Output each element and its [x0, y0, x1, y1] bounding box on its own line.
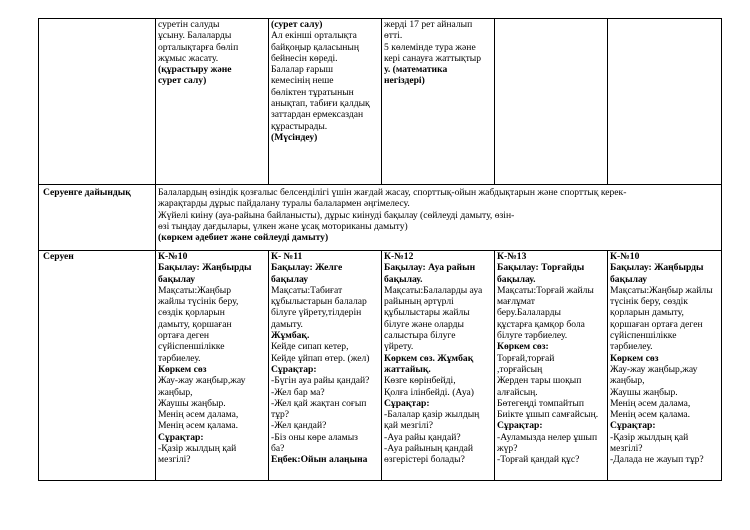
walk-cell-5: [608, 251, 722, 481]
cell-line: орталықтарға бөліп: [158, 41, 239, 53]
cell-line: -Торғай қандай құс?: [497, 454, 580, 466]
cell-line: байқоңыр қаласының: [271, 41, 359, 53]
cell-line: Жаушы жаңбыр.: [610, 386, 678, 398]
cell-line: тұр?: [271, 409, 290, 421]
cell-line: беру.Балаларды: [497, 307, 561, 319]
cell-line: үйрету.: [384, 341, 414, 353]
cell-line: жаңбыр,: [158, 386, 193, 398]
cell-line: Мақсаты:Торғай жайлы: [497, 284, 594, 296]
cell-line: (құрастыру және: [158, 64, 232, 76]
cell-line: бақылау.: [384, 273, 423, 285]
cell-line: Бақылау: Торғайды: [497, 262, 585, 274]
cell-line: суретін салуды: [158, 19, 220, 30]
cell-line: -Балалар қазір жылдың: [384, 409, 480, 421]
cell-line: Көзге көрінбейді,: [384, 375, 456, 387]
cell-line: сүйіспеншілікке: [610, 330, 677, 342]
walk-cell-2: [269, 251, 382, 481]
cell-line: жерді 17 рет айналып: [384, 19, 473, 30]
cell-line: Көркем сөз: [610, 352, 659, 364]
cell-line: жүр?: [497, 443, 518, 455]
cell-line: құстарға қамқор бола: [497, 318, 585, 330]
cell-line: сөздік қорларын: [158, 307, 225, 319]
cell-line: түсінік беру, сөздік: [610, 296, 688, 308]
cell-line: Сұрақтар:: [271, 363, 317, 375]
cell-line: (Мүсіндеу): [271, 131, 318, 143]
cell-line: бақылау: [271, 273, 309, 285]
cell-line: тәрбиелеу.: [610, 341, 653, 353]
cell-line: Сұрақтар:: [610, 420, 656, 432]
cell-line: қоршаған ортаға деген: [610, 318, 703, 330]
cell-line: -Бүгін ауа райы қандай?: [271, 375, 370, 387]
cell-line: өтті.: [384, 30, 403, 42]
cell-line: ұсыну. Балаларды: [158, 30, 232, 42]
top-cell-3: [382, 19, 495, 185]
cell-line: ортаға деген: [158, 330, 209, 342]
cell-line: Сұрақтар:: [158, 431, 204, 443]
cell-line: Сұрақтар:: [497, 420, 543, 432]
cell-line: алғайсың.: [497, 386, 538, 398]
prep-row: [39, 185, 722, 251]
cell-line: -Ауа райының қандай: [384, 443, 474, 455]
cell-line: К-№10: [158, 251, 188, 262]
cell-line: Менің әсем далама,: [158, 409, 239, 421]
cell-line: -Қазір жылдың қай: [158, 443, 237, 455]
cell-line: -Далада не жауып тұр?: [610, 454, 704, 466]
cell-line: Бақылау: Ауа райын: [384, 262, 476, 274]
cell-line: бақылау: [158, 273, 196, 285]
cell-line: Көркем сөз. Жұмбақ: [384, 352, 474, 364]
cell-line: Жаушы жаңбыр.: [158, 397, 226, 409]
cell-line: бақылау.: [497, 273, 536, 285]
prep-line-3: Жүйелі киіну (ауа-райына байланысты), дұрыс киінуді бақылау (сөйлеуді дамыту, өзін-: [158, 209, 515, 221]
cell-line: Мақсаты:Балаларды ауа: [384, 284, 483, 296]
cell-line: Менің әсем далама,: [610, 397, 691, 409]
prep-line-4: өзі тыңдау дағдылары, үлкен және ұсақ моториканы дамыту): [158, 220, 408, 232]
prep-label: Серуенге дайындық: [39, 185, 156, 251]
cell-line: К-№13: [497, 251, 527, 262]
cell-line: ба?: [271, 443, 285, 455]
cell-line: кері санауға жаттықтыр: [384, 52, 482, 64]
cell-line: -Жел қандай?: [271, 420, 327, 432]
cell-line: (сурет салу): [271, 19, 323, 30]
cell-line: кемесінің неше: [271, 75, 334, 87]
prep-line-2: жарақтарды дұрыс пайдалану туралы балалармен әңгімелесу.: [158, 198, 410, 210]
cell-line: Бақылау: Жаңбырды: [158, 262, 252, 274]
cell-line: К-№12: [384, 251, 414, 262]
cell-line: бейнесін көреді.: [271, 52, 338, 64]
cell-line: құрастырады.: [271, 120, 328, 132]
cell-line: қай мезгілі?: [384, 420, 433, 432]
walk-row: [39, 251, 722, 481]
cell-line: өзгерістері болады?: [384, 454, 465, 466]
cell-line: құбылыстары жайлы: [384, 307, 470, 319]
cell-line: -Жел қай жақтан соғып: [271, 397, 367, 409]
top-row: [39, 19, 722, 185]
cell-line: жаңбыр,: [610, 375, 645, 387]
cell-line: Көркем сөз:: [497, 341, 549, 353]
cell-line: Бақылау: Желге: [271, 262, 343, 274]
cell-line: Мақсаты:Табиғат: [271, 284, 343, 296]
cell-line: мезгілі?: [158, 454, 191, 466]
cell-line: мезгілі?: [610, 443, 643, 455]
cell-line: сурет салу): [158, 75, 207, 87]
walk-cell-3: [382, 251, 495, 481]
cell-line: негіздері): [384, 75, 425, 87]
cell-line: анықтап, табиғи қалдық: [271, 98, 370, 110]
cell-line: дамыту.: [271, 318, 303, 330]
cell-line: Бөтегеңді томпайтып: [497, 397, 584, 409]
cell-line: -Қазір жылдың қай: [610, 431, 689, 443]
cell-line: К-№10: [610, 251, 640, 262]
walk-cell-4: [495, 251, 608, 481]
cell-line: -Біз оны көре аламыз: [271, 431, 358, 443]
cell-line: жұмыс жасату.: [158, 52, 219, 64]
cell-line: -Ауа райы қандай?: [384, 431, 461, 443]
cell-line: тәрбиелеу.: [158, 352, 201, 364]
walk-cell-1: [156, 251, 269, 481]
cell-line: жайлы түсінік беру,: [158, 296, 239, 308]
cell-line: -Жел бар ма?: [271, 386, 325, 398]
cell-line: бақылау: [610, 273, 648, 285]
cell-line: Сұрақтар:: [384, 397, 430, 409]
cell-line: білуге үйрету,тілдерін: [271, 307, 362, 319]
cell-line: құбылыстарын балалар: [271, 296, 367, 308]
cell-line: Бақылау: Жаңбырды: [610, 262, 704, 274]
cell-line: білуге және оларды: [384, 318, 464, 330]
cell-line: райының әртүрлі: [384, 296, 454, 308]
cell-line: ,торғайсың: [497, 363, 543, 375]
prep-text: [156, 185, 722, 251]
cell-line: Көркем сөз: [158, 363, 207, 375]
cell-line: 5 көлемінде тура және: [384, 41, 476, 53]
prep-line-5: (көркем әдебиет және сөйлеуді дамыту): [158, 232, 329, 244]
cell-line: Мақсаты:Жаңбыр жайлы: [610, 284, 713, 296]
cell-line: Кейде ұйпап өтер. (жел): [271, 352, 370, 364]
top-cell-2: [269, 19, 382, 185]
walk-label: Серуен: [39, 251, 156, 481]
cell-line: Менің әсем қалама.: [610, 409, 691, 421]
cell-line: Жұмбақ.: [271, 330, 310, 342]
top-cell-1: [156, 19, 269, 185]
top-cell-5: [608, 19, 722, 185]
cell-line: Қолға ілінбейді. (Ауа): [384, 386, 474, 398]
cell-line: Жау-жау жаңбыр,жау: [610, 363, 698, 375]
cell-line: Жерден тары шоқып: [497, 375, 582, 387]
cell-line: у. (математика: [384, 64, 448, 76]
top-row-label-cell: [39, 19, 156, 185]
cell-line: жаттайық.: [384, 363, 431, 375]
prep-line-1: Балалардың өзіндік қозғалыс белсенділігі үшін жағдай жасау, спорттық-ойын жабдықтарын және спорттық керек-: [158, 187, 627, 198]
cell-line: салыстыра білуге: [384, 330, 456, 342]
cell-line: Еңбек:Ойын алаңына: [271, 454, 368, 466]
cell-line: заттардан ермексаздан: [271, 109, 364, 121]
cell-line: сүйіспеншілікке: [158, 341, 225, 353]
cell-line: Биікте ұшып самғайсың.: [497, 409, 599, 421]
cell-line: білуге тәрбиелеу.: [497, 330, 568, 342]
schedule-table: [38, 18, 722, 481]
cell-line: Кейде сипап кетер,: [271, 341, 349, 353]
cell-line: Менің әсем қалама.: [158, 420, 239, 432]
cell-line: Жау-жау жаңбыр,жау: [158, 375, 246, 387]
cell-line: қорларын дамыту,: [610, 307, 684, 319]
cell-line: дамыту, қоршаған: [158, 318, 232, 330]
cell-line: Ал екінші орталықта: [271, 30, 357, 42]
cell-line: -Ауламызда нелер ұшып: [497, 431, 598, 443]
cell-line: Торғай,торғай: [497, 352, 555, 364]
cell-line: Мақсаты:Жаңбыр: [158, 284, 232, 296]
top-cell-4: [495, 19, 608, 185]
cell-line: мағлұмат: [497, 296, 535, 308]
cell-line: Балалар ғарыш: [271, 64, 334, 76]
cell-line: бөліктен тұратынын: [271, 86, 354, 98]
cell-line: К- №11: [271, 251, 303, 262]
